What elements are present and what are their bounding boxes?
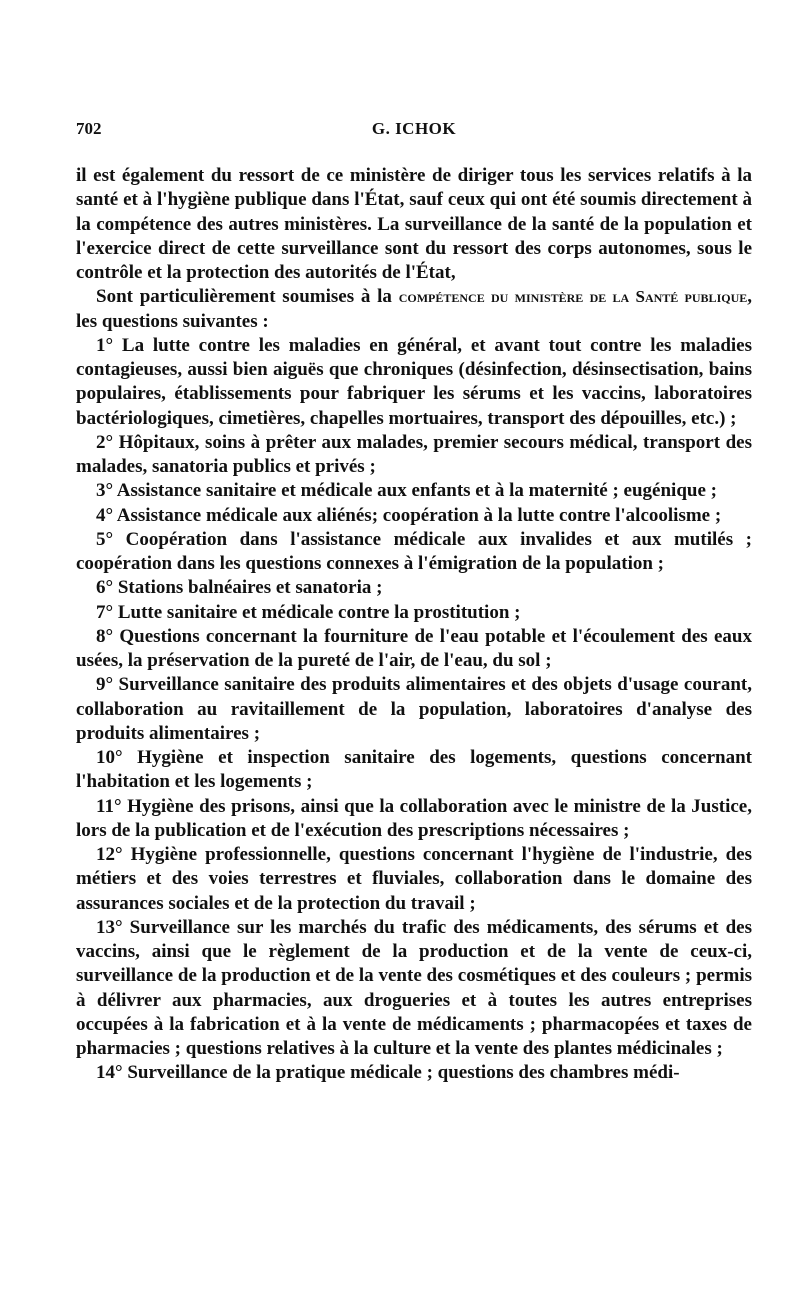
list-item-11: 11° Hygiène des prisons, ainsi que la collaboration avec le ministre de la Justice, lors de la publication et de l'exécution des prescriptions nécessaires ;: [76, 795, 752, 841]
list-item-12: 12° Hygiène professionnelle, questions concernant l'hygiène de l'industrie, des métiers et des voies terrestres et fluviales, collaboration dans le domaine des assurances sociales et de la protection du travail ;: [76, 844, 752, 914]
list-item-3: 3° Assistance sanitaire et médicale aux enfants et à la maternité ; eugénique ;: [96, 480, 717, 502]
page-header: [76, 119, 752, 143]
list-item-8: 8° Questions concernant la fourniture de l'eau potable et l'écoulement des eaux usées, la préservation de la pureté de l'air, de l'eau, du sol ;: [76, 625, 752, 671]
list-item-6: 6° Stations balnéaires et sanatoria ;: [96, 577, 383, 599]
list-item-1: 1° La lutte contre les maladies en général, et avant tout contre les maladies contagieuses, aussi bien aiguës que chroniques (désinfection, désinsectisation, bains populaires, établissements pour fabriquer les sérums et les vaccins, laboratoires bactériologiques, cimetières, chapelles mortuaires, transport des dépouilles, etc.) ;: [76, 334, 752, 429]
ministry-smallcaps: compétence du ministère de la Santé publique: [398, 287, 748, 307]
body-text: [76, 164, 752, 1086]
list-item-5: 5° Coopération dans l'assistance médicale aux invalides et aux mutilés ; coopération dans les questions connexes à l'émigration de la population ;: [76, 528, 752, 574]
running-head: G. ICHOK: [371, 119, 457, 138]
paragraph-competence-start: Sont particulièrement soumises à la: [96, 286, 399, 308]
paragraph-competence: [76, 285, 752, 334]
list-item-10: 10° Hygiène et inspection sanitaire des logements, questions concernant l'habitation et les logements ;: [76, 747, 752, 793]
paragraph-intro: il est également du ressort de ce ministère de diriger tous les services relatifs à la santé et à l'hygiène publique dans l'État, sauf ceux qui ont été soumis directement à la compétence des autres ministères. La surveillance de la santé de la population et l'exercice direct de cette surveillance sont du ressort des corps autonomes, sous le contrôle et la protection des autorités de l'État,: [76, 165, 752, 283]
paragraph-competence-end: , les questions suivantes :: [76, 286, 752, 332]
list-item-14: 14° Surveillance de la pratique médicale ; questions des chambres médi-: [96, 1062, 680, 1084]
list-item-13: 13° Surveillance sur les marchés du trafic des médicaments, des sérums et des vaccins, ainsi que le règlement de la production et de la vente de ceux-ci, surveillance de la production et de la vente des cosmétiques et des couleurs ; permis à délivrer aux pharmacies, aux drogueries et à toutes les autres entreprises occupées à la fabrication et à la vente de médicaments ; pharmacopées et taxes de pharmacies ; questions relatives à la culture et la vente des plantes médicinales ;: [76, 916, 752, 1059]
page-number: 702: [76, 119, 102, 138]
list-item-7: 7° Lutte sanitaire et médicale contre la prostitution ;: [96, 601, 521, 623]
list-item-9: 9° Surveillance sanitaire des produits alimentaires et des objets d'usage courant, collaboration au ravitaillement de la population, laboratoires d'analyse des produits alimentaires ;: [76, 674, 752, 744]
list-item-4: 4° Assistance médicale aux aliénés; coopération à la lutte contre l'alcoolisme ;: [96, 504, 722, 526]
list-item-2: 2° Hôpitaux, soins à prêter aux malades, premier secours médical, transport des malades, sanatoria publics et privés ;: [76, 431, 752, 477]
